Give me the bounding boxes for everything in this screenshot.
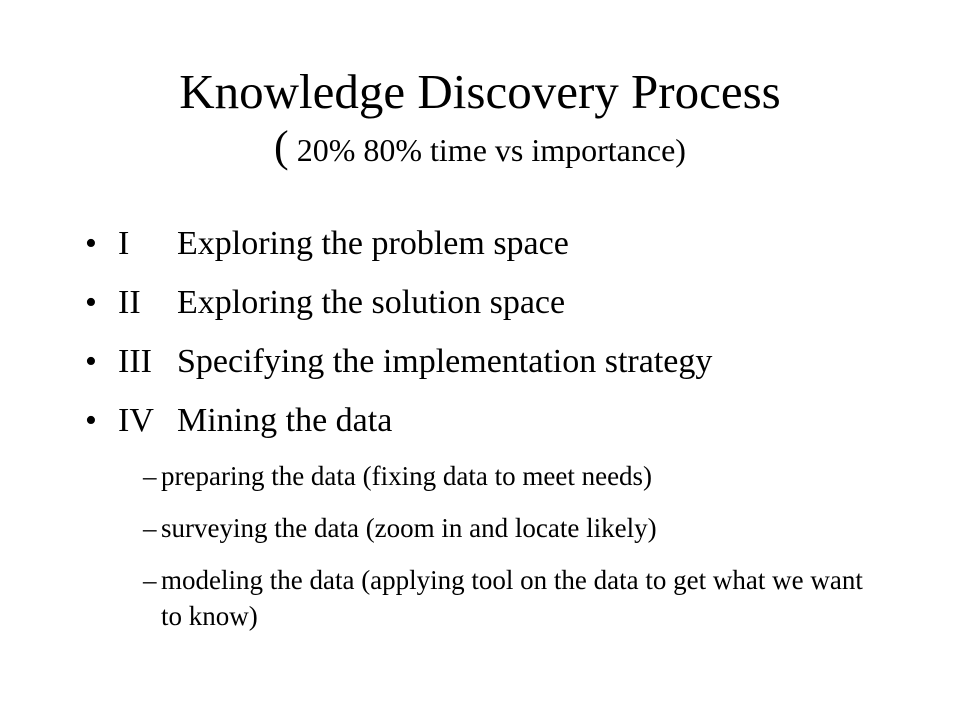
sub-bullet-item [143,510,883,546]
sub-bullet-marker: – [143,565,157,595]
bullet-text: Exploring the solution space [177,284,566,321]
bullet-text: Exploring the problem space [177,225,569,262]
sub-bullet-marker: – [143,461,157,491]
sub-bullet-item [143,458,883,494]
bullet-list [85,218,945,454]
title-subtitle-text: 20% 80% time vs importance) [288,132,686,168]
title-main: Knowledge Discovery Process [179,64,781,119]
sub-bullet-list [143,458,883,650]
sub-bullet-item [143,562,883,634]
sub-bullet-text: modeling the data (applying tool on the data to get what we want to know) [161,565,863,631]
bullet-marker: • [85,343,97,380]
bullet-numeral: III [118,343,152,380]
bullet-marker: • [85,225,97,262]
bullet-item [85,277,945,336]
bullet-numeral: IV [118,402,154,439]
bullet-numeral: I [118,225,130,262]
bullet-item [85,218,945,277]
slide-title [0,62,960,175]
bullet-item [85,336,945,395]
title-subtitle [0,122,960,175]
sub-bullet-text: preparing the data (fixing data to meet needs) [161,461,653,491]
bullet-item [85,395,945,454]
sub-bullet-text: surveying the data (zoom in and locate likely) [161,513,657,543]
bullet-marker: • [85,402,97,439]
bullet-text: Mining the data [177,402,393,439]
bullet-marker: • [85,284,97,321]
bullet-numeral: II [118,284,141,321]
sub-bullet-marker: – [143,513,157,543]
bullet-text: Specifying the implementation strategy [177,343,713,380]
title-open-paren: ( [274,122,289,171]
